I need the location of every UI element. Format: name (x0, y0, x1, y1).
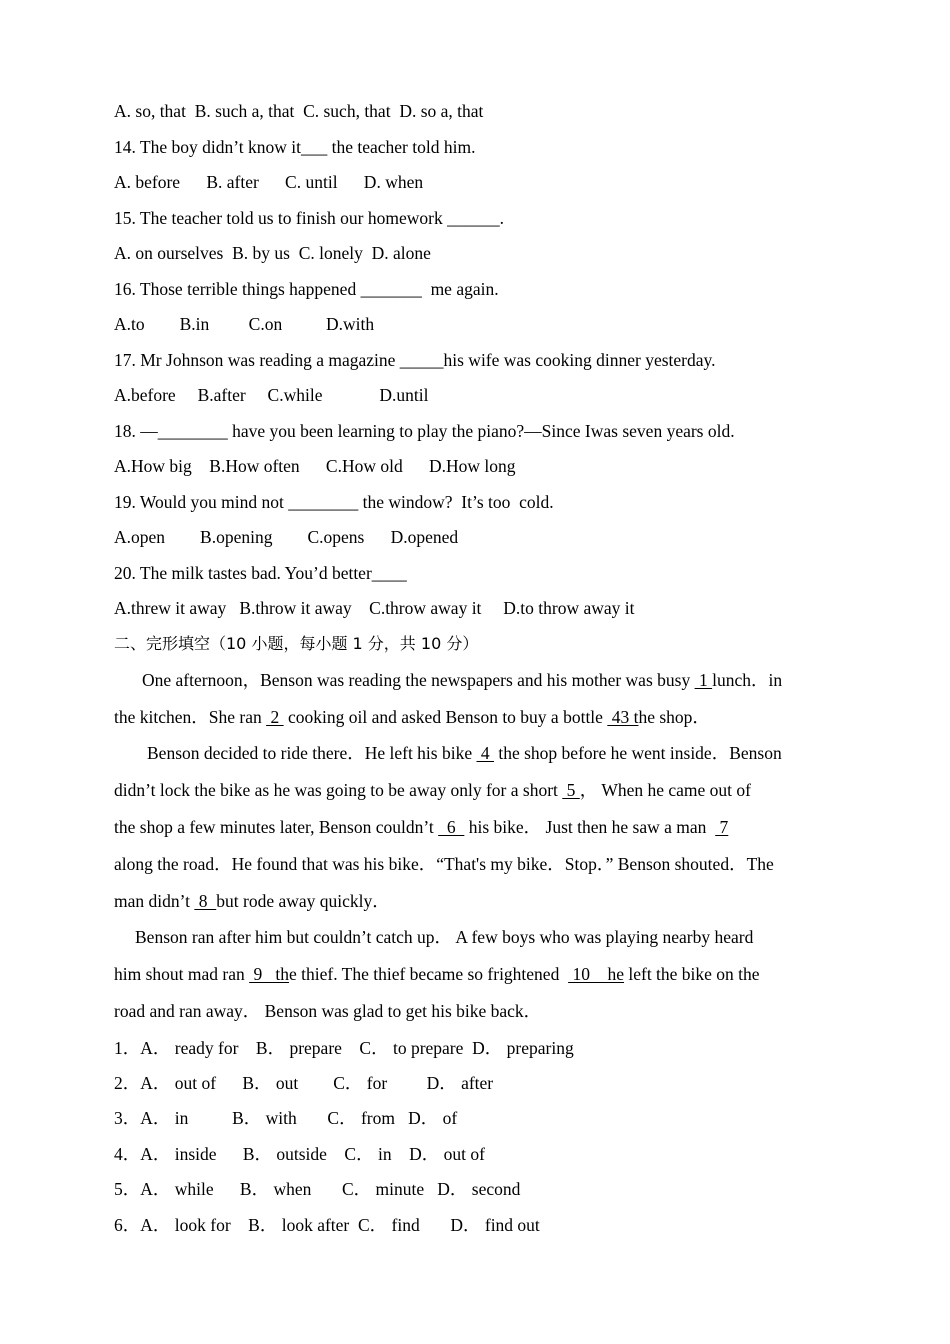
blank-6: 6 (438, 817, 465, 837)
q19-stem: 19. Would you mind not ________ the window? It’s too cold. (114, 492, 554, 512)
q18-options: A.How big B.How often C.How old D.How long (114, 456, 516, 476)
blank-3: 43 t (607, 707, 639, 727)
q14-stem: 14. The boy didn’t know it___ the teacher told him. (114, 137, 476, 157)
passage-line: man didn’t 8 but rode away quickly． (114, 891, 390, 911)
blank-7: 7 (715, 817, 729, 837)
option-row-1: 1．A． ready for B． prepare C． to prepare D． preparing (114, 1038, 574, 1058)
passage-line: him shout mad ran 9 the thief. The thief became so frightened 10 he left the bike on the (114, 964, 760, 984)
passage-line: didn’t lock the bike as he was going to be away only for a short 5 ， When he came out of (114, 780, 751, 800)
passage-line: the kitchen．She ran 2 cooking oil and asked Benson to buy a bottle 43 the shop． (114, 707, 710, 727)
passage-line: One afternoon，Benson was reading the newspapers and his mother was busy 1 lunch．in (142, 670, 783, 690)
blank-8: 8 (194, 891, 217, 911)
q16-stem: 16. Those terrible things happened _______ me again. (114, 279, 499, 299)
passage-line: road and ran away． Benson was glad to get his bike back． (114, 1001, 542, 1021)
q13-options: A. so, that B. such a, that C. such, that D. so a, that (114, 101, 484, 121)
q14-options: A. before B. after C. until D. when (114, 172, 424, 192)
option-row-2: 2．A． out of B． out C． for D． after (114, 1073, 494, 1093)
blank-5: 5 (562, 780, 580, 800)
option-row-5: 5．A． while B． when C． minute D． second (114, 1179, 521, 1199)
blank-4: 4 (476, 743, 494, 763)
q17-options: A.before B.after C.while D.until (114, 385, 429, 405)
q17-stem: 17. Mr Johnson was reading a magazine _____his wife was cooking dinner yesterday. (114, 350, 716, 370)
blank-1: 1 (694, 670, 713, 690)
passage-line: along the road．He found that was his bike．“That's my bike．Stop．” Benson shouted．The (114, 854, 774, 874)
section-heading: 二、完形填空（10 小题，每小题 1 分，共 10 分） (114, 634, 479, 653)
q16-options: A.to B.in C.on D.with (114, 314, 375, 334)
blank-9: 9 th (249, 964, 289, 984)
blank-2: 2 (266, 707, 284, 727)
q18-stem: 18. —________ have you been learning to play the piano?—Since Iwas seven years old. (114, 421, 735, 441)
option-row-6: 6．A． look for B． look after C． find D． find out (114, 1215, 540, 1235)
passage-line: Benson decided to ride there．He left his bike 4 the shop before he went inside．Benson (147, 743, 782, 763)
q20-stem: 20. The milk tastes bad. You’d better____ (114, 563, 407, 583)
q15-stem: 15. The teacher told us to finish our homework ______. (114, 208, 504, 228)
option-row-3: 3．A． in B． with C． from D． of (114, 1108, 458, 1128)
q15-options: A. on ourselves B. by us C. lonely D. alone (114, 243, 431, 263)
passage-line: Benson ran after him but couldn’t catch up． A few boys who was playing nearby heard (135, 927, 754, 947)
q19-options: A.open B.opening C.opens D.opened (114, 527, 459, 547)
blank-10: 10 he (568, 964, 624, 984)
q20-options: A.threw it away B.throw it away C.throw away it D.to throw away it (114, 598, 635, 618)
option-row-4: 4．A． inside B． outside C． in D． out of (114, 1144, 485, 1164)
passage-line: the shop a few minutes later, Benson couldn’t 6 his bike． Just then he saw a man 7 (114, 817, 729, 837)
